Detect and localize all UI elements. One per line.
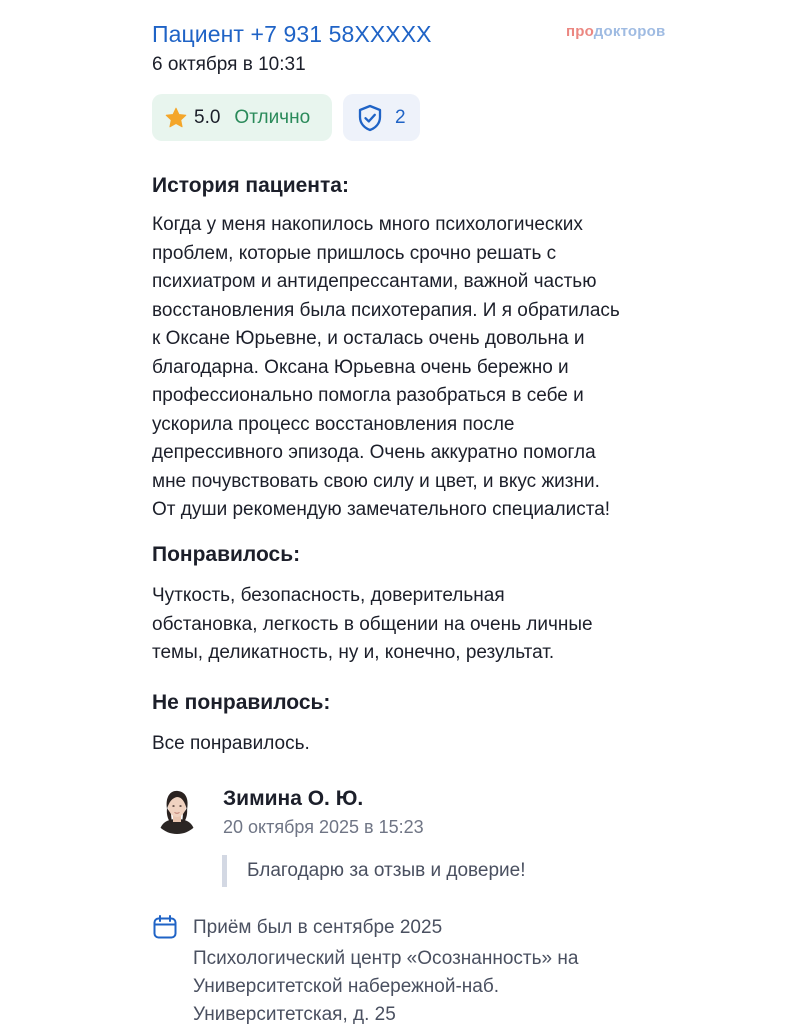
rating-badge[interactable] — [152, 94, 332, 141]
reply-date: 20 октября 2025 в 15:23 — [223, 817, 424, 837]
doctor-reply: Благодарю за отзыв и доверие! — [222, 855, 526, 887]
doctor-name[interactable]: Зимина О. Ю. — [223, 787, 364, 810]
liked-text: Чуткость, безопасность, доверительная обстановка, легкость в общении на очень личные темы, деликатность, ну и, конечно, результат. — [152, 585, 593, 663]
verification-count: 2 — [395, 106, 406, 128]
shield-check-icon — [355, 103, 385, 133]
calendar-icon — [152, 914, 178, 940]
story-text: Когда у меня накопилось много психологических проблем, которые пришлось срочно решать с психиатром и антидепрессантами, важной частью восстановления была психотерапия. И я обратилась к Оксане Юрьевне, и осталась очень довольна и благодарна. Оксана Юрьевна очень бережно и профессионально помогла разобраться в себе и ускорила процесс восстановления после депрессивного эпизода. Очень аккуратно помогла мне почувствовать свою силу и цвет, и вкус жизни. От души рекомендую замечательного специалиста! — [152, 214, 620, 520]
review-date: 6 октября в 10:31 — [152, 54, 306, 75]
prodoctorov-logo: продокторов — [566, 23, 666, 40]
verification-badge[interactable] — [343, 94, 420, 141]
liked-title: Понравилось: — [152, 543, 301, 566]
doctor-avatar[interactable] — [152, 784, 202, 834]
review-author-link[interactable]: Пациент +7 931 58XXXXX — [152, 21, 432, 47]
rating-label: Отлично — [234, 106, 311, 128]
disliked-text: Все понравилось. — [152, 733, 310, 754]
visit-date: Приём был в сентябре 2025 — [193, 917, 443, 938]
clinic-address-line2: Университетская, д. 25 — [193, 1004, 396, 1025]
rating-value: 5.0 — [194, 106, 221, 128]
doctor-photo — [152, 784, 202, 834]
star-icon — [164, 106, 188, 130]
clinic-name[interactable]: Психологический центр «Осознанность» на — [193, 948, 579, 969]
disliked-title: Не понравилось: — [152, 691, 331, 714]
clinic-address: Университетской набережной-наб. — [193, 976, 499, 997]
story-title: История пациента: — [152, 174, 349, 197]
